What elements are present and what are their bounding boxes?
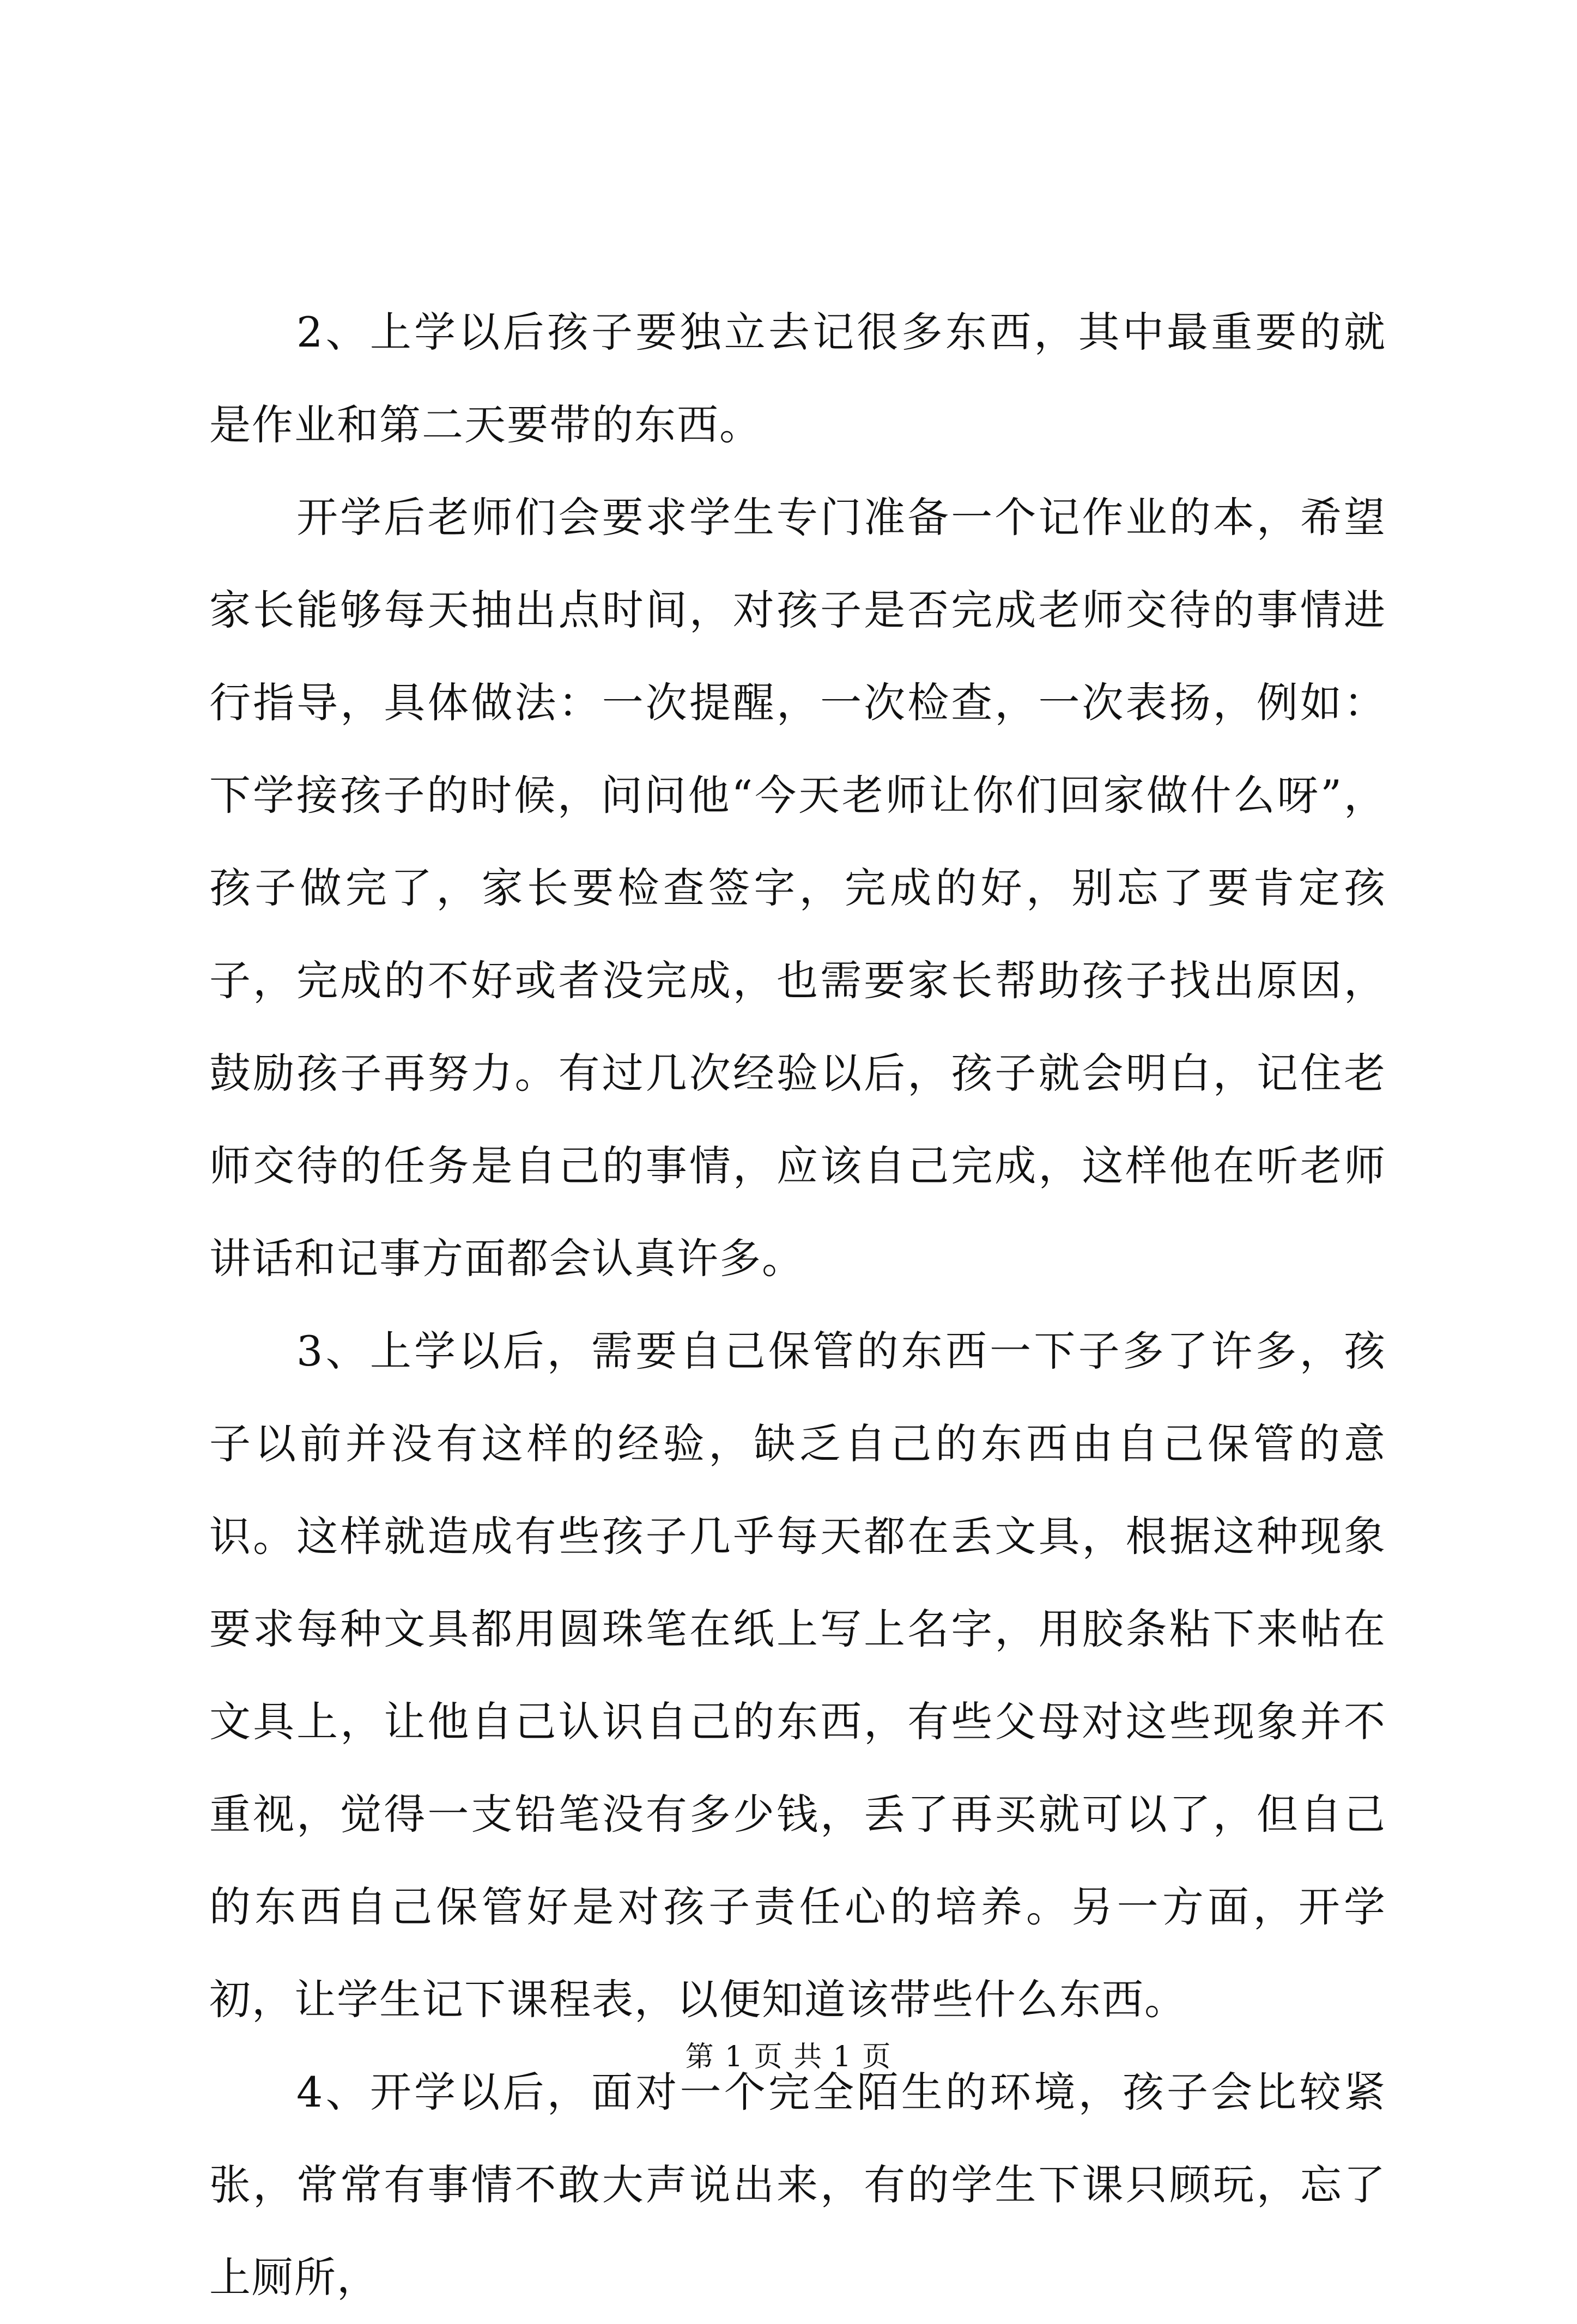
page-footer: 第 1 页 共 1 页 (685, 2041, 892, 2073)
paragraph-item-3: 3、上学以后，需要自己保管的东西一下子多了许多，孩子以前并没有这样的经验，缺乏自己的东西由自己保管的意识。这样就造成有些孩子几乎每天都在丢文具，根据这种现象要求每种文具都用圆珠笔在纸上写上名字，用胶条粘下来帖在文具上，让他自己认识自己的东西，有些父母对这些现象并不重视，觉得一支铅笔没有多少钱，丢了再买就可以了，但自己的东西自己保管好是对孩子责任心的培养。另一方面，开学初，让学生记下课程表，以便知道该带些什么东西。 (209, 1327, 1386, 2024)
paragraph-item-2: 2、上学以后孩子要独立去记很多东西，其中最重要的就是作业和第二天要带的东西。 (209, 308, 1386, 449)
paragraph-item-4: 4、开学以后，面对一个完全陌生的环境，孩子会比较紧张，常常有事情不敢大声说出来，有的学生下课只顾玩，忘了上厕所， (209, 2068, 1386, 2302)
paragraph-homework-notebook: 开学后老师们会要求学生专门准备一个记作业的本，希望家长能够每天抽出点时间，对孩子是否完成老师交待的事情进行指导，具体做法：一次提醒，一次检查，一次表扬，例如：下学接孩子的时候，问问他“今天老师让你们回家做什么呀”，孩子做完了，家长要检查签字，完成的好，别忘了要肯定孩子，完成的不好或者没完成，也需要家长帮助孩子找出原因，鼓励孩子再努力。有过几次经验以后，孩子就会明白，记住老师交待的任务是自己的事情，应该自己完成，这样他在听老师讲话和记事方面都会认真许多。 (209, 493, 1386, 1283)
document-body (209, 286, 1386, 2324)
